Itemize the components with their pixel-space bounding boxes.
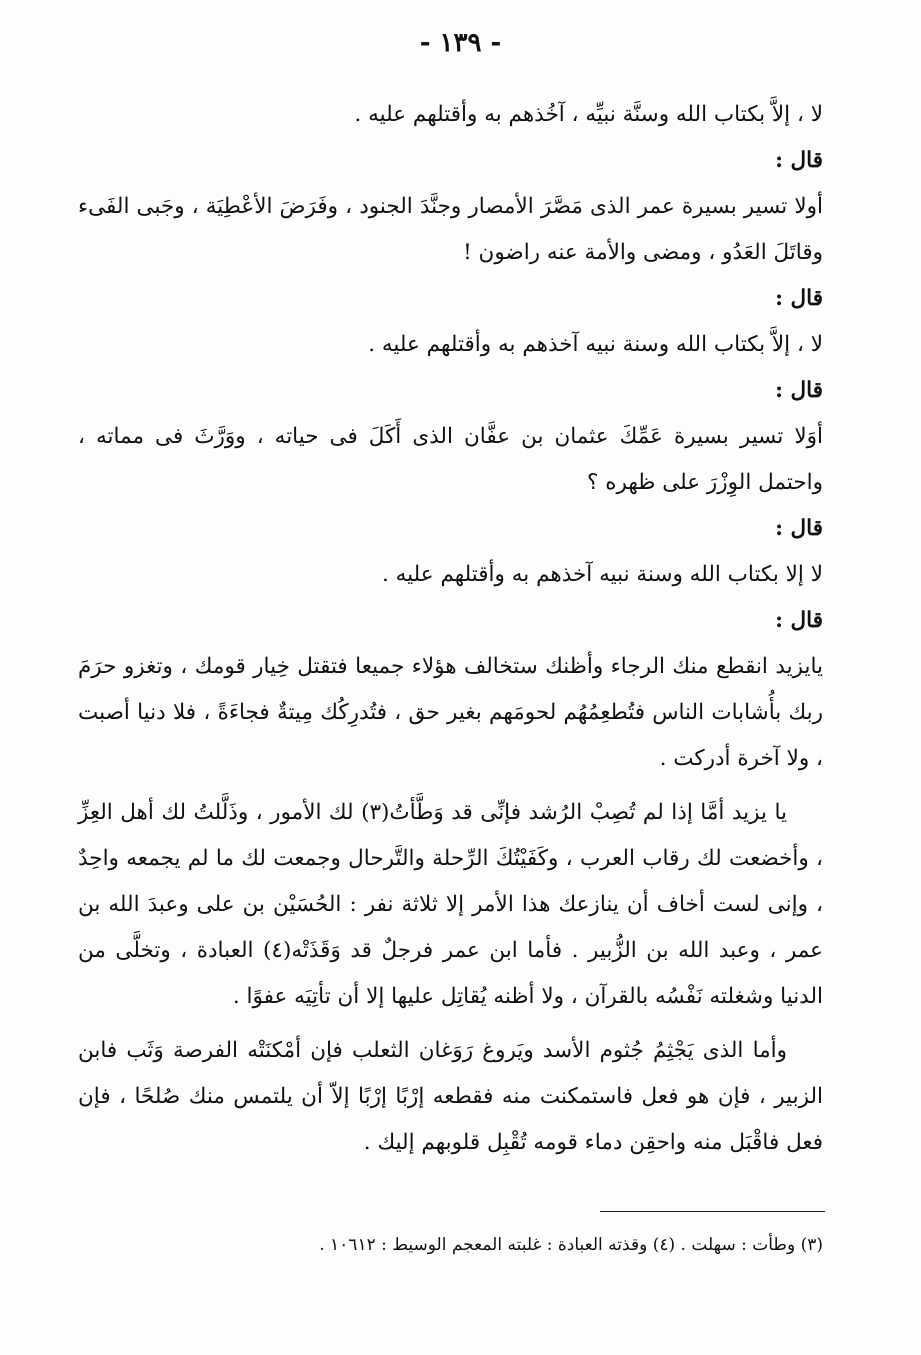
dialogue-line: أوَلا تسير بسيرة عَمِّكَ عثمان بن عفَّان الذى أَكَلَ فى حياته ، ووَرَّثَ فى مماته ، واحتمل الوِزْرَ على ظهره ؟	[78, 424, 823, 495]
speaker-label: قال :	[775, 516, 823, 541]
speaker-label: قال :	[775, 608, 823, 633]
page-body	[78, 92, 823, 1166]
dialogue-line: لا ، إلاَّ بكتاب الله وسنَّة نبيِّه ، آخُذهم به وأقتلهم عليه .	[354, 102, 823, 127]
body-paragraph: وأما الذى يَجْثِمُ جُثوم الأسد ويَروغ رَوَغان الثعلب فإن أمْكنَتْه الفرصة وَثَب فابن الزبير ، فإن هو فعل فاستمكنت منه فقطعه إرْبًا إرْبًا إلاّ أن يلتمس منك صُلحًا ، فإن فعل فاقْبَل منه واحقِن دماء قومه تُقْبِل قلوبهم إليك .	[78, 1038, 823, 1155]
page-number: - ١٣٩ -	[419, 28, 502, 58]
speaker-label: قال :	[775, 286, 823, 311]
speaker-label: قال :	[775, 378, 823, 403]
speaker-label: قال :	[775, 148, 823, 173]
dialogue-line: أولا تسير بسيرة عمر الذى مَصَّرَ الأمصار وجنَّدَ الجنود ، وفَرَضَ الأعْطِيَة ، وجَبى الفَىء وقاتَلَ العَدُو ، ومضى والأمة عنه راضون !	[78, 194, 823, 265]
body-paragraph: يا يزيد أمَّا إذا لم تُصِبْ الرُشد فإنِّى قد وَطَّأتُ(٣) لك الأمور ، وذَلَّلتُ لك أهل العِزِّ ، وأخضعت لك رقاب العرب ، وكَفَيْتُكَ الرِّحلة والتَّرحال وجمعت لك ما لم يجمعه واحِدٌ ، وإنى لست أخاف أن ينازعك هذا الأمر إلا ثلاثة نفر : الحُسَيْن بن على وعبدَ الله بن عمر ، وعبد الله بن الزُّبير . فأما ابن عمر فرجلٌ قد وَقَذَتْه(٤) العبادة ، وتخلَّى من الدنيا وشغلته نَفْسُه بالقرآن ، ولا أظنه يُقاتِل عليها إلا أن تأتِيَه عفوًا .	[78, 800, 824, 1009]
dialogue-line: لا ، إلاَّ بكتاب الله وسنة نبيه آخذهم به وأقتلهم عليه .	[368, 332, 823, 357]
dialogue-line: يايزيد انقطع منك الرجاء وأظنك ستخالف هؤلاء جميعا فتقتل خِيار قومك ، وتغزو حرَمَ ربك بأُشابات الناس فتُطعِمُهُم لحومَهم بغير حق ، فتُدرِكُك مِيتةٌ فجاءَةً ، فلا دنيا أصبت ، ولا آخرة أدركت .	[78, 654, 823, 771]
footnote-separator	[600, 1211, 825, 1212]
dialogue-line: لا إلا بكتاب الله وسنة نبيه آخذهم به وأقتلهم عليه .	[381, 562, 823, 587]
footnote: (٣) وطأت : سهلت . (٤) وقذته العبادة : غلبته المعجم الوسيط : ١٠٦١٢ .	[319, 1235, 823, 1255]
